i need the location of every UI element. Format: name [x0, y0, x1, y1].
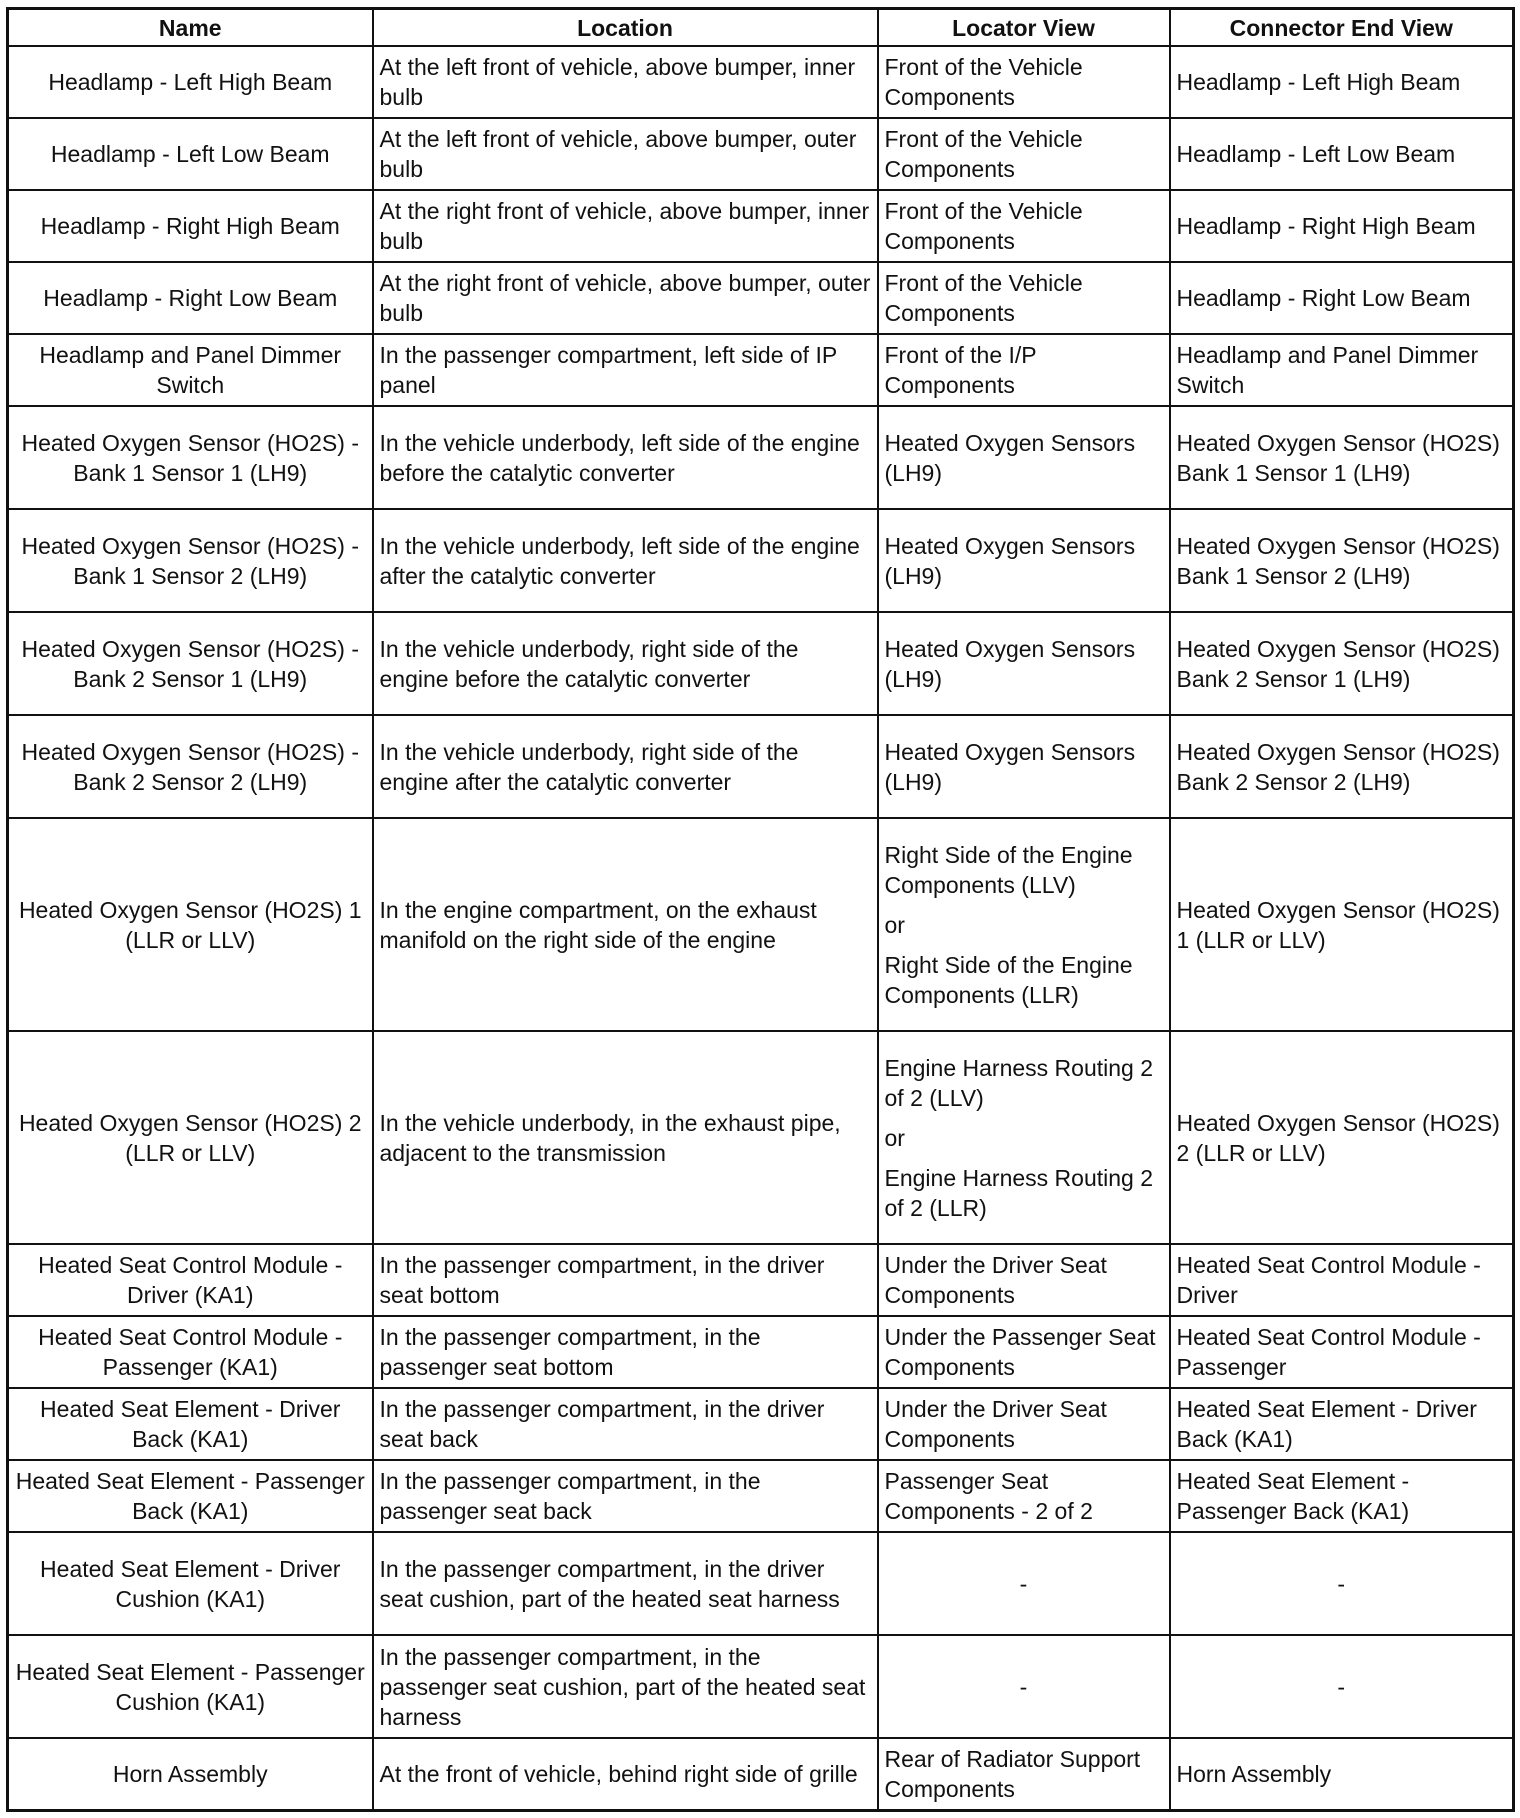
cell-locator-view: Front of the Vehicle Components [878, 262, 1170, 334]
cell-name: Headlamp - Right High Beam [8, 190, 373, 262]
cell-connector-end-view: Heated Oxygen Sensor (HO2S) 2 (LLR or LLV) [1170, 1031, 1514, 1244]
cell-name: Headlamp and Panel Dimmer Switch [8, 334, 373, 406]
cell-location: At the left front of vehicle, above bumper, outer bulb [373, 118, 878, 190]
cell-name: Heated Seat Element - Driver Back (KA1) [8, 1388, 373, 1460]
cell-connector-end-view: Heated Oxygen Sensor (HO2S) 1 (LLR or LLV) [1170, 818, 1514, 1031]
cell-connector-end-view: Headlamp - Left High Beam [1170, 46, 1514, 118]
cell-locator-view: Rear of Radiator Support Components [878, 1738, 1170, 1810]
cell-location: At the front of vehicle, behind right side of grille [373, 1738, 878, 1810]
table-row [8, 612, 1514, 715]
component-locator-table [6, 7, 1515, 1812]
locator-view-option: Engine Harness Routing 2 of 2 (LLR) [884, 1164, 1153, 1221]
header-location: Location [373, 9, 878, 47]
table-row [8, 1738, 1514, 1810]
cell-connector-end-view: Heated Oxygen Sensor (HO2S) Bank 1 Sensor 2 (LH9) [1170, 509, 1514, 612]
header-name: Name [8, 9, 373, 47]
cell-locator-view: Under the Driver Seat Components [878, 1244, 1170, 1316]
cell-locator-view: Passenger Seat Components - 2 of 2 [878, 1460, 1170, 1532]
table-row [8, 509, 1514, 612]
cell-location: At the right front of vehicle, above bumper, outer bulb [373, 262, 878, 334]
cell-location: In the passenger compartment, in the driver seat cushion, part of the heated seat harness [373, 1532, 878, 1635]
cell-location: In the vehicle underbody, left side of the engine before the catalytic converter [373, 406, 878, 509]
cell-location: In the engine compartment, on the exhaust manifold on the right side of the engine [373, 818, 878, 1031]
cell-location: In the passenger compartment, in the passenger seat bottom [373, 1316, 878, 1388]
cell-location: In the vehicle underbody, left side of the engine after the catalytic converter [373, 509, 878, 612]
cell-connector-end-view: Heated Seat Control Module - Passenger [1170, 1316, 1514, 1388]
cell-connector-end-view: Heated Seat Element - Driver Back (KA1) [1170, 1388, 1514, 1460]
cell-locator-view: Front of the Vehicle Components [878, 46, 1170, 118]
cell-locator-view: Under the Passenger Seat Components [878, 1316, 1170, 1388]
cell-location: In the vehicle underbody, right side of the engine before the catalytic converter [373, 612, 878, 715]
cell-connector-end-view: Heated Oxygen Sensor (HO2S) Bank 2 Sensor 2 (LH9) [1170, 715, 1514, 818]
cell-locator-view: - [878, 1532, 1170, 1635]
cell-connector-end-view: Headlamp - Right Low Beam [1170, 262, 1514, 334]
cell-name: Headlamp - Left Low Beam [8, 118, 373, 190]
locator-view-option: Right Side of the Engine Components (LLR) [884, 951, 1133, 1008]
cell-location: In the passenger compartment, in the driver seat bottom [373, 1244, 878, 1316]
cell-connector-end-view: Heated Oxygen Sensor (HO2S) Bank 2 Sensor 1 (LH9) [1170, 612, 1514, 715]
cell-name: Heated Seat Control Module - Driver (KA1) [8, 1244, 373, 1316]
table-row [8, 1031, 1514, 1244]
cell-locator-view: Front of the Vehicle Components [878, 118, 1170, 190]
cell-name: Headlamp - Right Low Beam [8, 262, 373, 334]
header-row [8, 9, 1514, 47]
cell-locator-view: Front of the I/P Components [878, 334, 1170, 406]
cell-locator-view: Under the Driver Seat Components [878, 1388, 1170, 1460]
cell-name: Horn Assembly [8, 1738, 373, 1810]
cell-locator-view: - [878, 1635, 1170, 1738]
cell-connector-end-view: Heated Oxygen Sensor (HO2S) Bank 1 Sensor 1 (LH9) [1170, 406, 1514, 509]
cell-name: Heated Seat Element - Passenger Back (KA1) [8, 1460, 373, 1532]
cell-location: At the right front of vehicle, above bumper, inner bulb [373, 190, 878, 262]
cell-connector-end-view: - [1170, 1532, 1514, 1635]
cell-locator-view: Heated Oxygen Sensors (LH9) [878, 406, 1170, 509]
cell-connector-end-view: Horn Assembly [1170, 1738, 1514, 1810]
header-connector-end-view: Connector End View [1170, 9, 1514, 47]
cell-locator-view: Heated Oxygen Sensors (LH9) [878, 612, 1170, 715]
cell-location: In the vehicle underbody, right side of the engine after the catalytic converter [373, 715, 878, 818]
table-row [8, 262, 1514, 334]
cell-name: Heated Oxygen Sensor (HO2S) 2 (LLR or LLV) [8, 1031, 373, 1244]
table-row [8, 334, 1514, 406]
table-row [8, 190, 1514, 262]
cell-connector-end-view: Heated Seat Element - Passenger Back (KA1) [1170, 1460, 1514, 1532]
locator-view-option: Engine Harness Routing 2 of 2 (LLV) [884, 1054, 1153, 1111]
cell-location: In the passenger compartment, left side of IP panel [373, 334, 878, 406]
cell-name: Heated Oxygen Sensor (HO2S) - Bank 2 Sensor 1 (LH9) [8, 612, 373, 715]
cell-name: Heated Oxygen Sensor (HO2S) - Bank 1 Sensor 1 (LH9) [8, 406, 373, 509]
cell-locator-view: Heated Oxygen Sensors (LH9) [878, 715, 1170, 818]
cell-locator-view: Front of the Vehicle Components [878, 190, 1170, 262]
cell-connector-end-view: Headlamp - Right High Beam [1170, 190, 1514, 262]
header-locator-view: Locator View [878, 9, 1170, 47]
cell-name: Heated Oxygen Sensor (HO2S) 1 (LLR or LLV) [8, 818, 373, 1031]
cell-location: In the passenger compartment, in the driver seat back [373, 1388, 878, 1460]
cell-connector-end-view: - [1170, 1635, 1514, 1738]
cell-connector-end-view: Headlamp - Left Low Beam [1170, 118, 1514, 190]
cell-locator-view: Heated Oxygen Sensors (LH9) [878, 509, 1170, 612]
locator-view-or: or [884, 1124, 905, 1151]
cell-location: In the vehicle underbody, in the exhaust pipe, adjacent to the transmission [373, 1031, 878, 1244]
cell-name: Heated Oxygen Sensor (HO2S) - Bank 2 Sensor 2 (LH9) [8, 715, 373, 818]
cell-connector-end-view: Headlamp and Panel Dimmer Switch [1170, 334, 1514, 406]
cell-location: At the left front of vehicle, above bumper, inner bulb [373, 46, 878, 118]
cell-location: In the passenger compartment, in the passenger seat back [373, 1460, 878, 1532]
table-row [8, 818, 1514, 1031]
table-row [8, 715, 1514, 818]
table-row [8, 406, 1514, 509]
cell-locator-view [878, 1031, 1170, 1244]
cell-locator-view [878, 818, 1170, 1031]
table-row [8, 1635, 1514, 1738]
cell-name: Headlamp - Left High Beam [8, 46, 373, 118]
table-row [8, 118, 1514, 190]
table-row [8, 1388, 1514, 1460]
locator-view-option: Right Side of the Engine Components (LLV) [884, 841, 1133, 898]
table-row [8, 46, 1514, 118]
cell-name: Heated Seat Element - Passenger Cushion (KA1) [8, 1635, 373, 1738]
table-row [8, 1532, 1514, 1635]
cell-name: Heated Seat Control Module - Passenger (KA1) [8, 1316, 373, 1388]
table-row [8, 1244, 1514, 1316]
cell-location: In the passenger compartment, in the passenger seat cushion, part of the heated seat harness [373, 1635, 878, 1738]
cell-name: Heated Oxygen Sensor (HO2S) - Bank 1 Sensor 2 (LH9) [8, 509, 373, 612]
table-row [8, 1316, 1514, 1388]
table-row [8, 1460, 1514, 1532]
cell-name: Heated Seat Element - Driver Cushion (KA1) [8, 1532, 373, 1635]
cell-connector-end-view: Heated Seat Control Module - Driver [1170, 1244, 1514, 1316]
locator-view-or: or [884, 911, 905, 938]
